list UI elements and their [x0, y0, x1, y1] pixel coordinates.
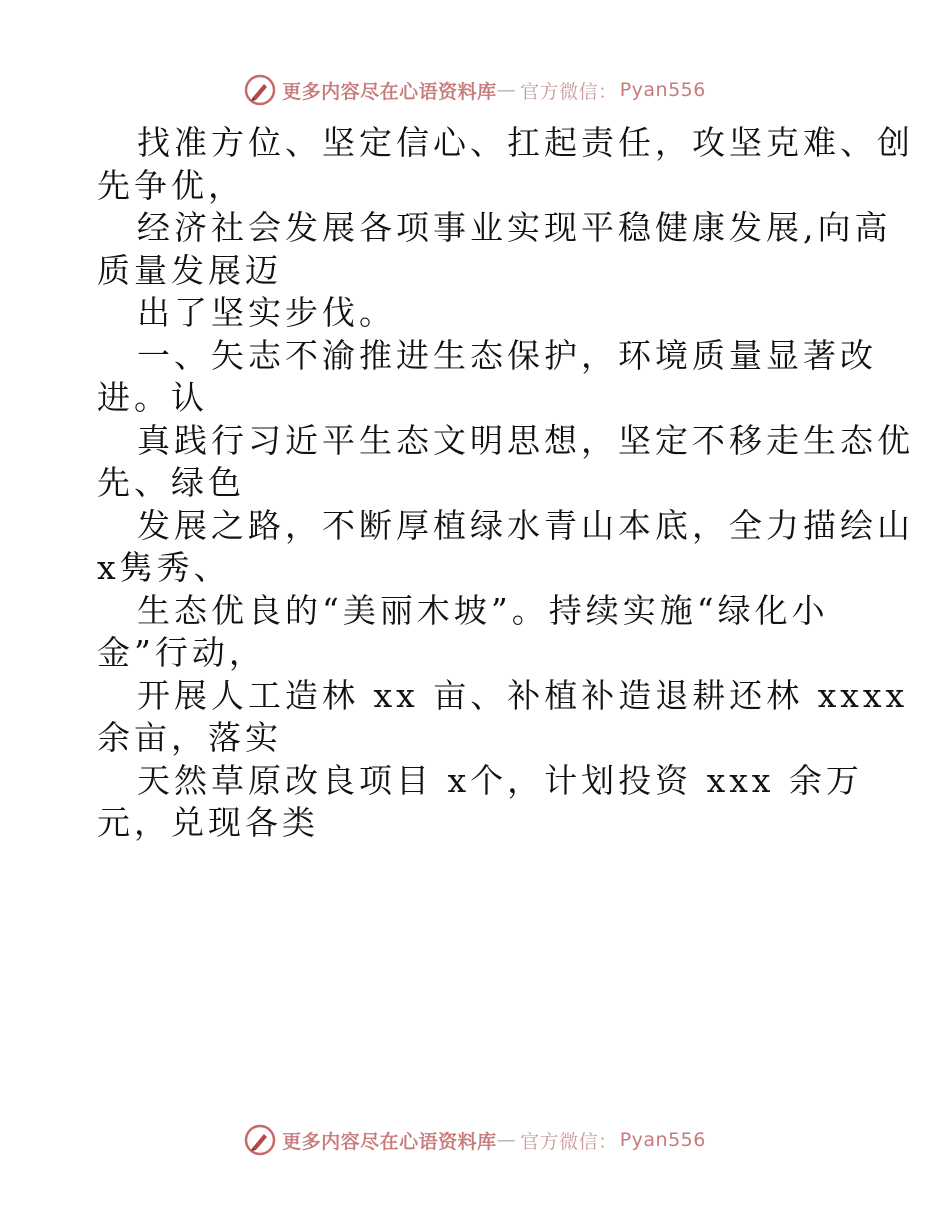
watermark-main-text: 更多内容尽在心语资料库 — [282, 80, 497, 103]
paragraph-6-line-2: x隽秀、 — [97, 548, 231, 587]
paragraph-4-line-2: 进。认 — [97, 378, 208, 417]
paragraph-5-line-2: 先、绿色 — [97, 463, 245, 502]
footer-watermark — [0, 1120, 950, 1160]
watermark-wechat-label: 官方微信： — [520, 1130, 618, 1153]
paragraph-1-line-2: 先争优， — [97, 165, 245, 205]
header-watermark — [0, 70, 950, 110]
paragraph-9-line-2: 元，兑现各类 — [97, 803, 319, 842]
watermark-separator: — — [496, 1129, 517, 1151]
watermark-wechat-id: Pyan556 — [619, 79, 706, 101]
paragraph-7-line-1: 生态优良的“美丽木坡”。持续实施“绿化小 — [137, 590, 829, 630]
paragraph-6-line-1: 发展之路，不断厚植绿水青山本底，全力描绘山 — [137, 505, 914, 545]
paragraph-5-line-1: 真践行习近平生态文明思想，坚定不移走生态优 — [137, 420, 914, 460]
paragraph-8-line-2: 余亩，落实 — [97, 718, 282, 757]
paragraph-3-line-1: 出了坚实步伐。 — [137, 293, 396, 332]
paragraph-4-line-1: 一、矢志不渝推进生态保护，环境质量显著改 — [137, 335, 877, 375]
watermark-separator: — — [496, 79, 517, 101]
paragraph-2-line-1: 经济社会发展各项事业实现平稳健康发展,向高 — [137, 208, 892, 247]
watermark-main-text: 更多内容尽在心语资料库 — [282, 1130, 497, 1153]
paragraph-7-line-2: 金”行动， — [97, 633, 266, 672]
paragraph-8-line-1: 开展人工造林 xx 亩、补植补造退耕还林 xxxx — [137, 675, 909, 715]
watermark-wechat-id: Pyan556 — [619, 1129, 706, 1151]
pen-logo-icon — [244, 1124, 276, 1156]
paragraph-2-line-2: 质量发展迈 — [97, 250, 282, 290]
watermark-wechat-label: 官方微信： — [520, 80, 618, 103]
paragraph-9-line-1: 天然草原改良项目 x个，计划投资 xxx 余万 — [137, 760, 863, 800]
body-text — [97, 122, 914, 845]
paragraph-1-line-1: 找准方位、坚定信心、扛起责任，攻坚克难、创 — [137, 123, 914, 162]
pen-logo-icon — [244, 74, 276, 106]
